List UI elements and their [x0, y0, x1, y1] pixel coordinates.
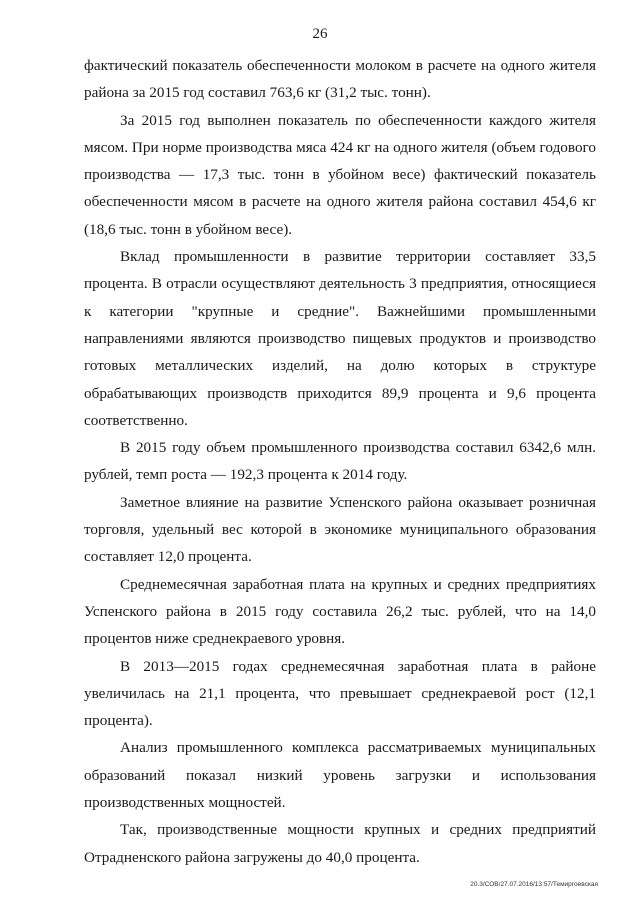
page-number: 26: [312, 26, 328, 42]
paragraph-analysis: Анализ промышленного комплекса рассматриваемых муниципальных образований показал низкий уровень загрузки и использования производственных мощностей.: [84, 739, 596, 812]
document-footer-code: 20.3/СОВ/27.07.2016/13:57/Темиргоевская: [470, 881, 598, 888]
paragraph-wages: Среднемесячная заработная плата на крупных и средних предприятиях Успенского района в 2015 году составила 26,2 тыс. рублей, что на 14,0 процентов ниже среднекраевого уровня.: [84, 575, 596, 648]
document-body: [84, 52, 596, 871]
paragraph-retail: Заметное влияние на развитие Успенского района оказывает розничная торговля, удельный вес которой в экономике муниципального образования составляет 12,0 процента.: [84, 493, 596, 566]
paragraph-capacity: Так, производственные мощности крупных и средних предприятий Отрадненского района загружены до 40,0 процента.: [84, 821, 596, 866]
paragraph-milk-continuation: фактический показатель обеспеченности молоком в расчете на одного жителя района за 2015 год составил 763,6 кг (31,2 тыс. тонн).: [84, 57, 596, 102]
paragraph-wage-growth: В 2013—2015 годах среднемесячная заработная плата в районе увеличилась на 21,1 процента, что превышает среднекраевой рост (12,1 процента).: [84, 657, 596, 730]
paragraph-industrial-output: В 2015 году объем промышленного производства составил 6342,6 млн. рублей, темп роста — 192,3 процента к 2014 году.: [84, 439, 596, 484]
paragraph-meat: За 2015 год выполнен показатель по обеспеченности каждого жителя мясом. При норме производства мяса 424 кг на одного жителя (объем годового производства — 17,3 тыс. тонн в убойном весе) фактический показатель обеспеченности мясом в расчете на одного жителя района составил 454,6 кг (18,6 тыс. тонн в убойном весе).: [84, 111, 596, 238]
paragraph-industry: Вклад промышленности в развитие территории составляет 33,5 процента. В отрасли осуществляют деятельность 3 предприятия, относящиеся к категории "крупные и средние". Важнейшими промышленными направлениями являются производство пищевых продуктов и производство готовых металлических изделий, на долю которых в структуре обрабатывающих производств приходится 89,9 процента и 9,6 процента соответственно.: [84, 248, 596, 429]
